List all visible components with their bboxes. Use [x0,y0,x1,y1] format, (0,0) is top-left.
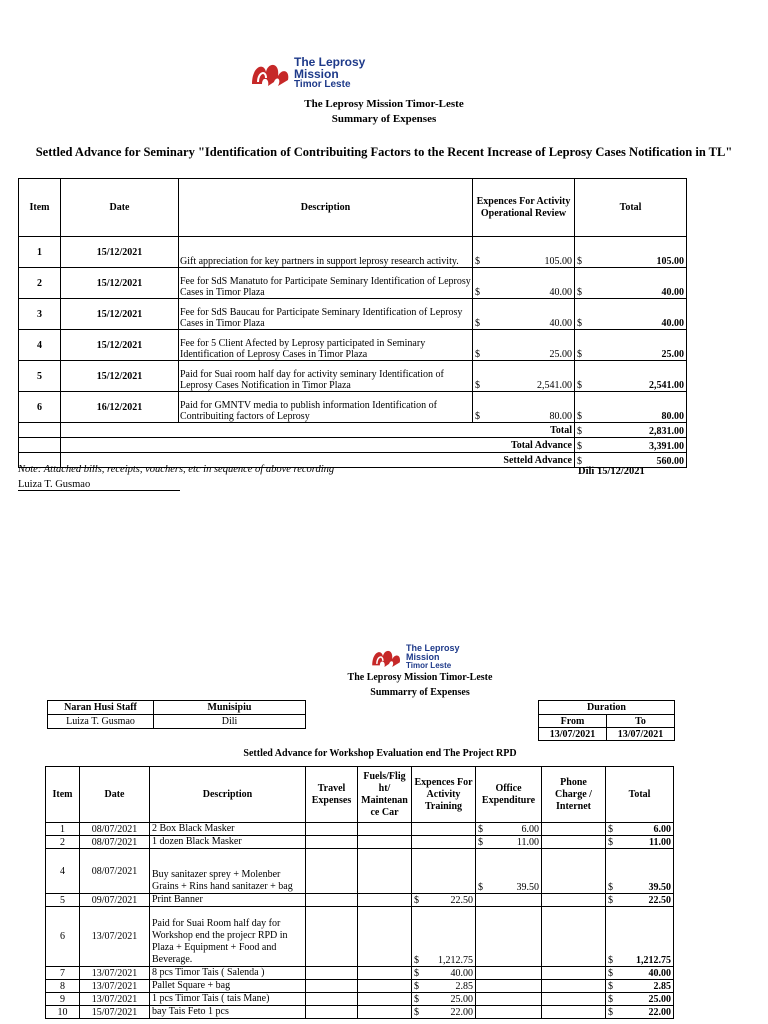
row-total [606,894,674,907]
row-total-wrap [608,837,671,848]
row-item: 4 [19,330,61,361]
row-total-value: 22.50 [648,895,671,906]
row-amount [473,268,575,299]
currency-symbol: $ [608,981,613,992]
table-row [19,299,687,330]
row-expences-value: 40.00 [450,968,473,979]
workshop-row [46,1006,674,1019]
row-expences-wrap [414,955,473,966]
row-fuels-empty [358,907,412,967]
row-office-wrap [478,882,539,893]
row-total-value: 80.00 [661,411,684,422]
row-phone-empty [542,967,606,980]
signer-name: Luiza T. Gusmao [18,479,180,491]
row-date: 08/07/2021 [80,849,150,894]
row-phone-empty [542,894,606,907]
to-label: To [607,715,675,728]
row-total-value: 22.00 [648,1007,671,1018]
workshop-expenses-table [45,766,674,1019]
row-item: 1 [19,237,61,268]
row-description: Buy sanitazer sprey + Molenber Grains + Rins hand sanitazer + bag [150,849,306,894]
duration-table [538,700,675,741]
row-office-value: 39.50 [516,882,539,893]
row-total-wrap [608,994,671,1005]
row-expences-wrap [414,994,473,1005]
row-total-wrap [608,895,671,906]
row-item: 10 [46,1006,80,1019]
row-total-wrap [577,256,684,267]
row-total [606,907,674,967]
row-expences [412,907,476,967]
workshop-row [46,993,674,1006]
summary-value [575,423,687,438]
row-office-empty [476,980,542,993]
row-amount-wrap [475,256,572,267]
row-total [575,330,687,361]
row-amount [473,330,575,361]
col2-item: Item [46,767,80,823]
row-amount-wrap [475,349,572,360]
row-item: 9 [46,993,80,1006]
currency-symbol: $ [475,380,480,391]
row-travel-empty [306,993,358,1006]
currency-symbol: $ [475,411,480,422]
row-amount-wrap [475,287,572,298]
row-amount-value: 2,541.00 [537,380,572,391]
row-total-wrap [577,411,684,422]
row-item: 7 [46,967,80,980]
currency-symbol: $ [608,824,613,835]
row-date: 15/12/2021 [61,361,179,392]
currency-symbol: $ [608,994,613,1005]
currency-symbol: $ [608,895,613,906]
col-date: Date [61,179,179,237]
currency-symbol: $ [608,837,613,848]
row-item: 6 [46,907,80,967]
row-date: 08/07/2021 [80,836,150,849]
workshop-row [46,967,674,980]
row-office-empty [476,967,542,980]
row-travel-empty [306,823,358,836]
workshop-row [46,849,674,894]
row-phone-empty [542,836,606,849]
row-amount [473,392,575,423]
row-date: 08/07/2021 [80,823,150,836]
row-total [606,980,674,993]
org-name-2: The Leprosy Mission Timor-Leste [347,672,493,683]
row-date: 13/07/2021 [80,967,150,980]
row-expences [412,894,476,907]
row-description: Paid for Suai room half day for activity seminary Identification of Leprosy Cases Notification in Timor Plaza [179,361,473,392]
row-fuels-empty [358,1006,412,1019]
summary-title: Summary of Expenses [331,113,437,125]
row-expences-empty [412,823,476,836]
row-total [606,849,674,894]
row-total-value: 40.00 [648,968,671,979]
workshop-row [46,894,674,907]
row-office [476,849,542,894]
row-travel-empty [306,907,358,967]
row-total-value: 2,541.00 [649,380,684,391]
leprosy-mission-logo-icon [368,644,404,670]
row-item: 1 [46,823,80,836]
row-item: 4 [46,849,80,894]
row-description: Pallet Square + bag [150,980,306,993]
row-office-value: 6.00 [521,824,539,835]
currency-symbol: $ [577,426,582,437]
currency-symbol: $ [577,411,582,422]
summary-value [575,438,687,453]
row-description: Fee for 5 Client Afected by Leprosy participated in Seminary Identification of Leprosy Cases in Timor Plaza [179,330,473,361]
row-travel-empty [306,894,358,907]
currency-symbol: $ [414,981,419,992]
row-description: bay Tais Feto 1 pcs [150,1006,306,1019]
row-date: 13/07/2021 [80,907,150,967]
row-total-value: 25.00 [661,349,684,360]
row-total-value: 6.00 [653,824,671,835]
summary-value-wrap [577,441,684,452]
currency-symbol: $ [478,882,483,893]
currency-symbol: $ [475,318,480,329]
workshop-title: Settled Advance for Workshop Evaluation end The Project RPD [243,748,517,759]
table-row [19,361,687,392]
logo [248,56,365,90]
row-fuels-empty [358,993,412,1006]
row-item: 2 [19,268,61,299]
currency-symbol: $ [475,349,480,360]
workshop-row [46,907,674,967]
col2-expences: Expences For Activity Training [412,767,476,823]
row-total-wrap [608,824,671,835]
row-description: Fee for SdS Manatuto for Participate Seminary Identification of Leprosy Cases in Timor Plaza [179,268,473,299]
currency-symbol: $ [475,256,480,267]
row-item: 3 [19,299,61,330]
row-total-value: 40.00 [661,287,684,298]
row-description: Fee for SdS Baucau for Participate Seminary Identification of Leprosy Cases in Timor Plaza [179,299,473,330]
row-total [575,237,687,268]
row-expences-value: 22.50 [450,895,473,906]
row-office-wrap [478,837,539,848]
row-travel-empty [306,980,358,993]
row-total-wrap [577,318,684,329]
row-date: 15/12/2021 [61,268,179,299]
row-amount [473,299,575,330]
row-item: 8 [46,980,80,993]
row-office-empty [476,907,542,967]
staff-name-header: Naran Husi Staff [48,701,154,715]
note: Note: Attached bills, receipts, vouchers, etc in sequence of above recording [18,464,335,475]
row-total-value: 105.00 [656,256,684,267]
col2-total: Total [606,767,674,823]
col2-fuels: Fuels/Flig ht/ Maintenan ce Car [358,767,412,823]
row-amount-value: 105.00 [544,256,572,267]
row-phone-empty [542,980,606,993]
workshop-row [46,836,674,849]
row-expences-wrap [414,981,473,992]
row-date: 13/07/2021 [80,993,150,1006]
currency-symbol: $ [475,287,480,298]
row-total-wrap [577,287,684,298]
summary-row [19,438,687,453]
logo2-line-1: The Leprosy [406,643,460,653]
row-expences-value: 1,212.75 [438,955,473,966]
duration-header: Duration [539,701,675,715]
currency-symbol: $ [478,837,483,848]
row-amount-wrap [475,318,572,329]
summary-label: Setteld Advance [61,453,575,468]
expenses-table [18,178,687,468]
row-description: 2 Box Black Masker [150,823,306,836]
row-phone-empty [542,823,606,836]
currency-symbol: $ [577,456,582,467]
summary-blank [19,423,61,438]
currency-symbol: $ [608,882,613,893]
from-date: 13/07/2021 [539,728,607,741]
row-amount-value: 25.00 [549,349,572,360]
row-travel-empty [306,1006,358,1019]
summary-label: Total [61,423,575,438]
currency-symbol: $ [608,968,613,979]
row-total-wrap [577,349,684,360]
row-total [606,993,674,1006]
table-row [19,268,687,299]
row-total-wrap [608,882,671,893]
row-total [606,1006,674,1019]
currency-symbol: $ [414,994,419,1005]
row-description: Gift appreciation for key partners in support leprosy research activity. [179,237,473,268]
row-total-wrap [577,380,684,391]
logo-line-1: The Leprosy [294,55,366,69]
table-row [19,392,687,423]
row-expences-value: 2.85 [455,981,473,992]
row-total-wrap [608,1007,671,1018]
municipality: Dili [154,715,306,729]
row-fuels-empty [358,836,412,849]
row-fuels-empty [358,894,412,907]
logo2-line-3: Timor Leste [406,661,452,670]
workshop-row [46,980,674,993]
row-date: 15/12/2021 [61,330,179,361]
row-date: 16/12/2021 [61,392,179,423]
row-expences-wrap [414,895,473,906]
row-total-value: 2.85 [653,981,671,992]
row-office-value: 11.00 [516,837,539,848]
row-item: 6 [19,392,61,423]
to-date: 13/07/2021 [607,728,675,741]
col-item: Item [19,179,61,237]
org-name: The Leprosy Mission Timor-Leste [304,98,464,110]
row-phone-empty [542,907,606,967]
currency-symbol: $ [478,824,483,835]
row-phone-empty [542,849,606,894]
row-total-wrap [608,981,671,992]
col2-date: Date [80,767,150,823]
row-amount-value: 40.00 [549,318,572,329]
document-title: Settled Advance for Seminary "Identification of Contribuiting Factors to the Recent Increase of Leprosy Cases Notification in TL" [35,145,733,159]
row-office-empty [476,1006,542,1019]
staff-name: Luiza T. Gusmao [48,715,154,729]
row-total [606,823,674,836]
currency-symbol: $ [414,895,419,906]
staff-table [47,700,306,729]
row-fuels-empty [358,980,412,993]
row-amount [473,361,575,392]
col-total: Total [575,179,687,237]
table-row [19,237,687,268]
row-item: 5 [46,894,80,907]
date-place: Dili 15/12/2021 [578,466,645,477]
currency-symbol: $ [414,955,419,966]
row-expences [412,980,476,993]
logo-line-2: Mission [294,67,339,81]
currency-symbol: $ [414,1007,419,1018]
currency-symbol: $ [608,955,613,966]
row-total-value: 11.00 [649,837,671,848]
logo-2 [368,644,460,670]
row-total [575,299,687,330]
workshop-row [46,823,674,836]
row-description: 1 dozen Black Masker [150,836,306,849]
row-amount-value: 40.00 [549,287,572,298]
row-office-empty [476,894,542,907]
row-total-value: 40.00 [661,318,684,329]
row-office-empty [476,993,542,1006]
row-total-value: 25.00 [648,994,671,1005]
row-date: 15/12/2021 [61,237,179,268]
row-description: Paid for GMNTV media to publish information Identification of Contribuiting factors of Leprosy [179,392,473,423]
col-expences: Expences For Activity Operational Review [473,179,575,237]
table-row [19,330,687,361]
row-office-wrap [478,824,539,835]
row-office [476,823,542,836]
logo2-line-2: Mission [406,652,440,662]
summary-value-value: 560.00 [656,456,684,467]
row-description: Paid for Suai Room half day for Workshop end the projecr RPD in Plaza + Equipment + Food and Beverage. [150,907,306,967]
col2-description: Description [150,767,306,823]
currency-symbol: $ [577,287,582,298]
row-amount-value: 80.00 [549,411,572,422]
summary-value-value: 2,831.00 [649,426,684,437]
row-total-value: 39.50 [648,882,671,893]
row-fuels-empty [358,849,412,894]
currency-symbol: $ [414,968,419,979]
row-expences-empty [412,849,476,894]
summary-value-value: 3,391.00 [649,441,684,452]
currency-symbol: $ [608,1007,613,1018]
summary-blank [19,438,61,453]
from-label: From [539,715,607,728]
row-total [575,268,687,299]
row-fuels-empty [358,823,412,836]
row-total-wrap [608,955,671,966]
row-description: Print Banner [150,894,306,907]
leprosy-mission-logo-icon [248,56,292,90]
currency-symbol: $ [577,441,582,452]
row-fuels-empty [358,967,412,980]
summary-title-2: Summarry of Expenses [370,687,470,698]
row-total [606,967,674,980]
row-phone-empty [542,993,606,1006]
col2-office: Office Expenditure [476,767,542,823]
row-item: 5 [19,361,61,392]
row-description: 8 pcs Timor Tais ( Salenda ) [150,967,306,980]
row-expences [412,993,476,1006]
row-travel-empty [306,849,358,894]
currency-symbol: $ [577,380,582,391]
row-total [575,392,687,423]
summary-row [19,423,687,438]
row-date: 13/07/2021 [80,980,150,993]
row-travel-empty [306,836,358,849]
summary-value-wrap [577,426,684,437]
col-description: Description [179,179,473,237]
row-amount [473,237,575,268]
row-phone-empty [542,1006,606,1019]
row-office [476,836,542,849]
row-travel-empty [306,967,358,980]
row-total [606,836,674,849]
row-description: 1 pcs Timor Tais ( tais Mane) [150,993,306,1006]
row-expences-wrap [414,1007,473,1018]
row-expences-value: 22.00 [450,1007,473,1018]
row-expences [412,1006,476,1019]
row-expences [412,967,476,980]
municipality-header: Munisipiu [154,701,306,715]
row-expences-empty [412,836,476,849]
col2-phone: Phone Charge / Internet [542,767,606,823]
row-item: 2 [46,836,80,849]
row-amount-wrap [475,380,572,391]
row-date: 15/12/2021 [61,299,179,330]
row-total-wrap [608,968,671,979]
row-total [575,361,687,392]
row-date: 09/07/2021 [80,894,150,907]
summary-label: Total Advance [61,438,575,453]
currency-symbol: $ [577,349,582,360]
row-total-value: 1,212.75 [636,955,671,966]
currency-symbol: $ [577,318,582,329]
row-expences-value: 25.00 [450,994,473,1005]
row-expences-wrap [414,968,473,979]
row-date: 15/07/2021 [80,1006,150,1019]
row-amount-wrap [475,411,572,422]
logo-line-3: Timor Leste [294,79,351,90]
col2-travel: Travel Expenses [306,767,358,823]
currency-symbol: $ [577,256,582,267]
